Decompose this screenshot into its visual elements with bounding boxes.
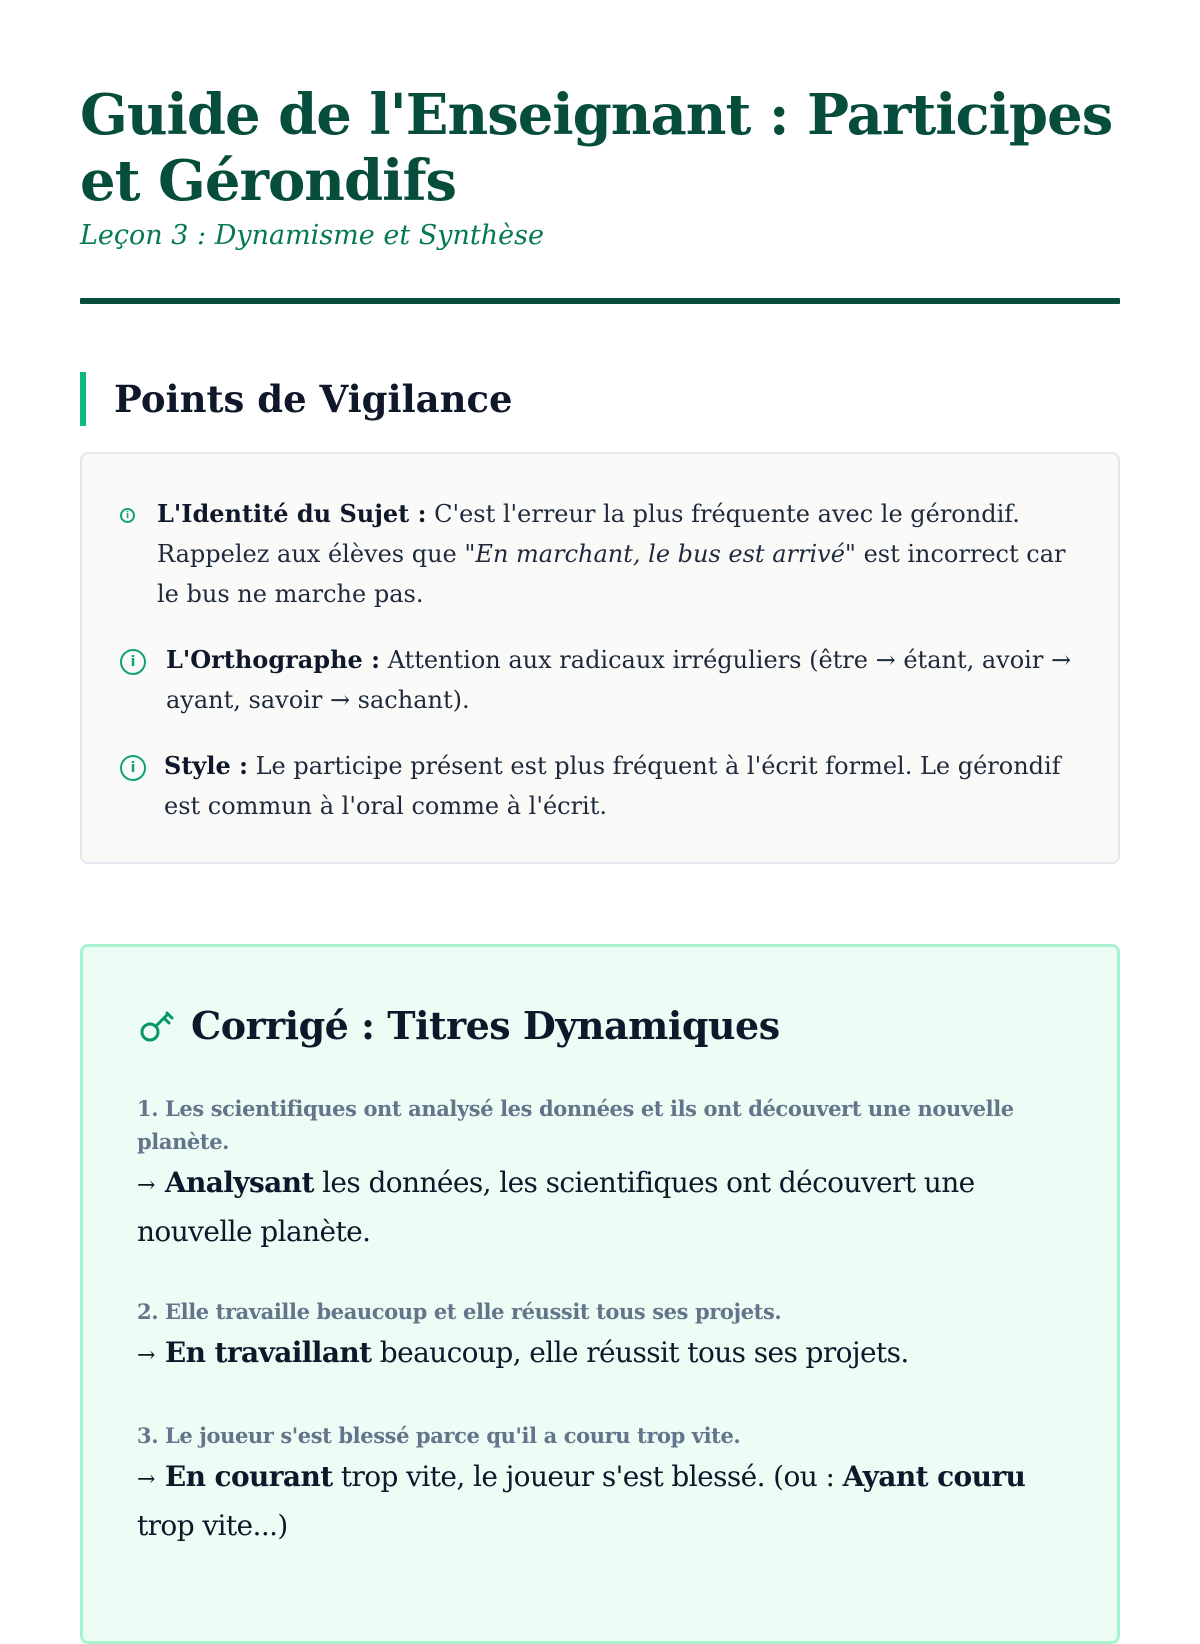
answer-rest: trop vite, le joueur s'est blessé. (ou : (332, 1460, 843, 1493)
vigilance-item-body: C'est l'erreur la plus fréquente avec le gérondif. Rappelez aux élèves que (157, 500, 1020, 568)
vigilance-item-label: Style : (164, 751, 248, 780)
answer-keyword: En courant (164, 1460, 333, 1493)
answer-rest: beaucoup, elle réussit tous ses projets. (371, 1336, 909, 1369)
vigilance-item-body: Le participe présent est plus fréquent à l'écrit formel. Le gérondif est commun à l'oral comme à l'écrit. (164, 752, 1061, 820)
answer-response (137, 1454, 1063, 1549)
vigilance-item (120, 494, 1078, 614)
answer-key-heading-row (137, 1003, 1063, 1048)
vigilance-item-quote: "En marchant, le bus est arrivé" (464, 540, 856, 568)
answer-key-heading: Corrigé : Titres Dynamiques (191, 1003, 780, 1048)
vigilance-item-text (166, 640, 1078, 720)
vigilance-item-label: L'Orthographe : (166, 645, 381, 674)
vigilance-item (120, 746, 1078, 826)
answer-question: 3. Le joueur s'est blessé parce qu'il a couru trop vite. (137, 1423, 741, 1448)
vigilance-heading-bar (80, 372, 1120, 426)
answer-alt-rest: trop vite...) (137, 1509, 288, 1542)
key-icon (137, 1006, 177, 1046)
document-header (80, 0, 1120, 304)
document-subtitle: Leçon 3 : Dynamisme et Synthèse (80, 220, 544, 251)
answer-keyword: En travaillant (164, 1336, 372, 1369)
vigilance-item-text (164, 746, 1078, 826)
arrow-right-icon: → (137, 1343, 155, 1368)
vigilance-item-body: Attention aux radicaux irréguliers (être → étant, avoir → ayant, savoir → sachant). (166, 646, 1072, 714)
arrow-right-icon: → (137, 1467, 155, 1492)
answer-alt-keyword: Ayant couru (842, 1460, 1026, 1493)
vigilance-section (80, 372, 1120, 864)
answer-rest: les données, les scientifiques ont découvert une nouvelle planète. (137, 1166, 975, 1248)
answer-item (137, 1092, 1063, 1255)
vigilance-heading: Points de Vigilance (114, 377, 513, 421)
document-title: Guide de l'Enseignant : Participes et Gérondifs (80, 82, 1113, 214)
header-divider (80, 298, 1120, 304)
vigilance-item-text (157, 494, 1078, 614)
vigilance-item-label: L'Identité du Sujet : (157, 499, 427, 528)
vigilance-item (120, 640, 1078, 720)
answer-keyword: Analysant (164, 1166, 314, 1199)
answer-key-box (80, 944, 1120, 1644)
vigilance-item-body-end: est incorrect car le bus ne marche pas. (157, 540, 1066, 608)
info-circle-icon: i (120, 649, 146, 675)
answer-question: 2. Elle travaille beaucoup et elle réussit tous ses projets. (137, 1299, 782, 1324)
info-circle-icon: i (120, 755, 146, 781)
answer-response (137, 1330, 1063, 1379)
info-circle-icon: i (120, 508, 135, 523)
answer-item (137, 1295, 1063, 1379)
answer-question: 1. Les scientifiques ont analysé les données et ils ont découvert une nouvelle planète. (137, 1096, 1014, 1154)
answer-item (137, 1419, 1063, 1549)
vigilance-box (80, 452, 1120, 864)
answer-response (137, 1160, 1063, 1255)
arrow-right-icon: → (137, 1173, 155, 1198)
